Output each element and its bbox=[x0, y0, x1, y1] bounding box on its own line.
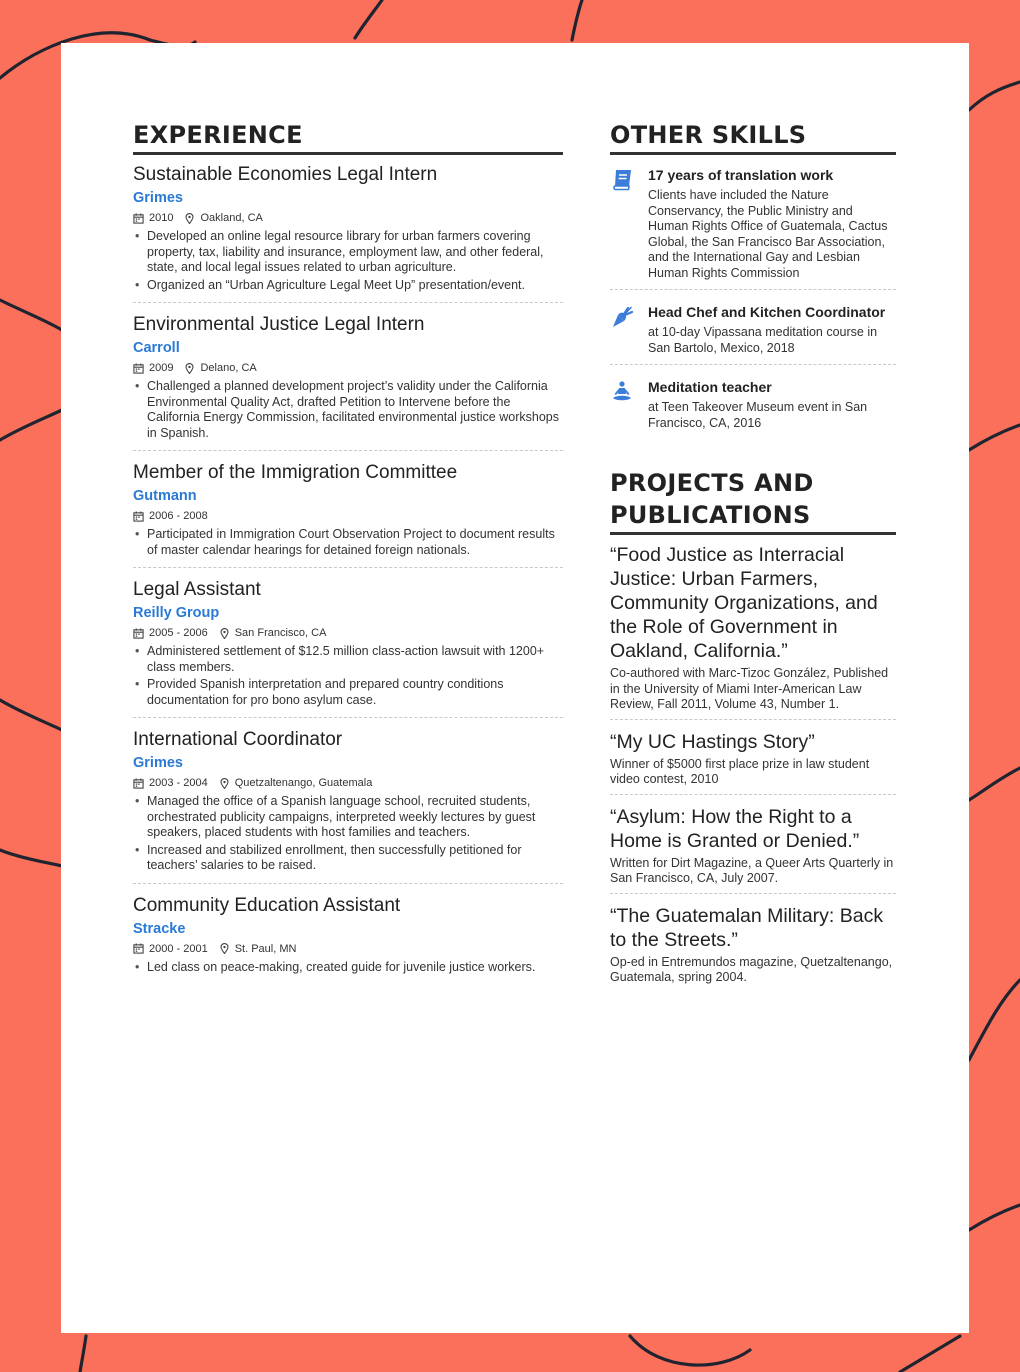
publication-item bbox=[610, 730, 896, 795]
publication-title: “The Guatemalan Military: Back to the Streets.” bbox=[610, 904, 884, 951]
calendar-icon bbox=[133, 628, 144, 639]
publication-title: “Asylum: How the Right to a Home is Granted or Denied.” bbox=[610, 805, 860, 852]
experience-column bbox=[133, 119, 563, 994]
job-bullets bbox=[133, 229, 563, 293]
job-meta bbox=[133, 941, 563, 957]
skill-description: at 10-day Vipassana meditation course in San Bartolo, Mexico, 2018 bbox=[648, 325, 878, 355]
calendar-icon bbox=[133, 213, 144, 224]
skill-title: Head Chef and Kitchen Coordinator bbox=[648, 304, 886, 320]
job-location: Quetzaltenango, Guatemala bbox=[234, 777, 373, 789]
resume-page bbox=[61, 43, 969, 1333]
skill-description: at Teen Takeover Museum event in San Francisco, CA, 2016 bbox=[648, 400, 868, 430]
job-bullet: • Organized an “Urban Agriculture Legal Meet Up” presentation/event. bbox=[133, 278, 563, 294]
experience-item bbox=[133, 163, 563, 303]
calendar-icon bbox=[133, 943, 144, 954]
job-location: Oakland, CA bbox=[200, 212, 263, 224]
job-dates: 2003 - 2004 bbox=[149, 777, 208, 789]
job-dates: 2005 - 2006 bbox=[149, 627, 208, 639]
job-bullets bbox=[133, 379, 563, 441]
map-pin-icon bbox=[219, 778, 230, 789]
experience-item bbox=[133, 313, 563, 451]
job-bullet: • Provided Spanish interpretation and prepared country conditions documentation for pro bono asylum case. bbox=[133, 677, 563, 708]
job-title: Member of the Immigration Committee bbox=[133, 462, 458, 483]
job-bullets bbox=[133, 527, 563, 558]
publication-item bbox=[610, 543, 896, 720]
job-bullet: • Participated in Immigration Court Observation Project to document results of master calendar hearings for detained foreign nationals. bbox=[133, 527, 563, 558]
experience-list bbox=[133, 163, 563, 984]
calendar-icon bbox=[133, 363, 144, 374]
sidebar-column bbox=[610, 119, 896, 1002]
skill-title: 17 years of translation work bbox=[648, 167, 834, 183]
job-dates: 2006 - 2008 bbox=[149, 510, 208, 522]
job-bullets bbox=[133, 644, 563, 708]
experience-item bbox=[133, 894, 563, 985]
publication-title: “Food Justice as Interracial Justice: Urban Farmers, Community Organizations, and the Role of Government in Oakland, California.” bbox=[610, 544, 878, 662]
job-title: Legal Assistant bbox=[133, 579, 261, 600]
skill-item bbox=[610, 163, 896, 290]
skill-item bbox=[610, 375, 896, 439]
experience-item bbox=[133, 578, 563, 718]
company-name: Grimes bbox=[133, 755, 183, 771]
job-bullet: • Challenged a planned development project’s validity under the California Environmental Quality Act, drafted Petition to Intervene before the California Energy Commission, facilitated environmental justice workshops in Spanish. bbox=[133, 379, 563, 441]
carrot-icon bbox=[610, 303, 648, 356]
publication-description: Winner of $5000 first place prize in law student video contest, 2010 bbox=[610, 756, 870, 786]
map-pin-icon bbox=[184, 363, 195, 374]
company-name: Reilly Group bbox=[133, 605, 220, 621]
map-pin-icon bbox=[184, 213, 195, 224]
experience-item bbox=[133, 728, 563, 884]
job-location: Delano, CA bbox=[200, 362, 257, 374]
job-title: Environmental Justice Legal Intern bbox=[133, 314, 425, 335]
publication-description: Written for Dirt Magazine, a Queer Arts Quarterly in San Francisco, CA, July 2007. bbox=[610, 855, 894, 885]
job-dates: 2009 bbox=[149, 362, 174, 374]
job-bullet: • Developed an online legal resource library for urban farmers covering property, tax, liability and insurance, employment law, and other federal, state, and local legal issues related to urban agriculture. bbox=[133, 229, 563, 276]
job-meta bbox=[133, 360, 563, 376]
job-meta bbox=[133, 508, 563, 524]
publications-list bbox=[610, 543, 896, 992]
job-title: Sustainable Economies Legal Intern bbox=[133, 164, 438, 185]
projects-heading bbox=[610, 467, 896, 535]
experience-item bbox=[133, 461, 563, 568]
job-meta bbox=[133, 775, 563, 791]
company-name: Grimes bbox=[133, 190, 183, 206]
other-skills-list bbox=[610, 163, 896, 439]
map-pin-icon bbox=[219, 628, 230, 639]
projects-heading-line-2: PUBLICATIONS bbox=[610, 501, 811, 529]
publication-title: “My UC Hastings Story” bbox=[610, 730, 815, 753]
job-bullets bbox=[133, 960, 563, 976]
experience-heading: EXPERIENCE bbox=[133, 119, 563, 155]
job-bullet: • Administered settlement of $12.5 million class-action lawsuit with 1200+ class members. bbox=[133, 644, 563, 675]
map-pin-icon bbox=[219, 943, 230, 954]
publication-item bbox=[610, 805, 896, 894]
company-name: Gutmann bbox=[133, 488, 197, 504]
publication-description: Op-ed in Entremundos magazine, Quetzaltenango, Guatemala, spring 2004. bbox=[610, 954, 893, 984]
job-location: St. Paul, MN bbox=[234, 942, 297, 955]
book-icon bbox=[610, 166, 648, 281]
calendar-icon bbox=[133, 778, 144, 789]
calendar-icon bbox=[133, 511, 144, 522]
job-title: Community Education Assistant bbox=[133, 894, 401, 916]
meditation-icon bbox=[610, 378, 648, 431]
skill-item bbox=[610, 300, 896, 365]
other-skills-heading: OTHER SKILLS bbox=[610, 119, 896, 155]
publication-item bbox=[610, 904, 896, 992]
job-dates: 2010 bbox=[149, 212, 174, 224]
job-bullet: • Increased and stabilized enrollment, then successfully petitioned for teachers’ salaries to be raised. bbox=[133, 843, 563, 874]
skill-description: Clients have included the Nature Conservancy, the Public Ministry and Human Rights Office of Guatemala, Cactus Global, the San Francisco Bar Association, and the International Gay and Lesbian Human Rights Commission bbox=[648, 188, 888, 280]
company-name: Carroll bbox=[133, 340, 180, 356]
job-meta bbox=[133, 625, 563, 641]
job-location: San Francisco, CA bbox=[234, 627, 327, 639]
job-bullet: • Managed the office of a Spanish language school, recruited students, orchestrated publicity campaigns, interpreted weekly lectures by guest speakers, placed students with host families and teachers. bbox=[133, 794, 563, 841]
projects-heading-line-1: PROJECTS AND bbox=[610, 469, 814, 497]
job-bullets bbox=[133, 794, 563, 874]
job-meta bbox=[133, 210, 563, 226]
publication-description: Co-authored with Marc-Tizoc González, Published in the University of Miami Inter-American Law Review, Fall 2011, Volume 43, Number 1. bbox=[610, 666, 889, 711]
job-dates: 2000 - 2001 bbox=[149, 942, 208, 955]
company-name: Stracke bbox=[133, 920, 186, 937]
job-title: International Coordinator bbox=[133, 729, 343, 750]
skill-title: Meditation teacher bbox=[648, 379, 772, 395]
job-bullet: • Led class on peace-making, created guide for juvenile justice workers. bbox=[133, 960, 563, 976]
